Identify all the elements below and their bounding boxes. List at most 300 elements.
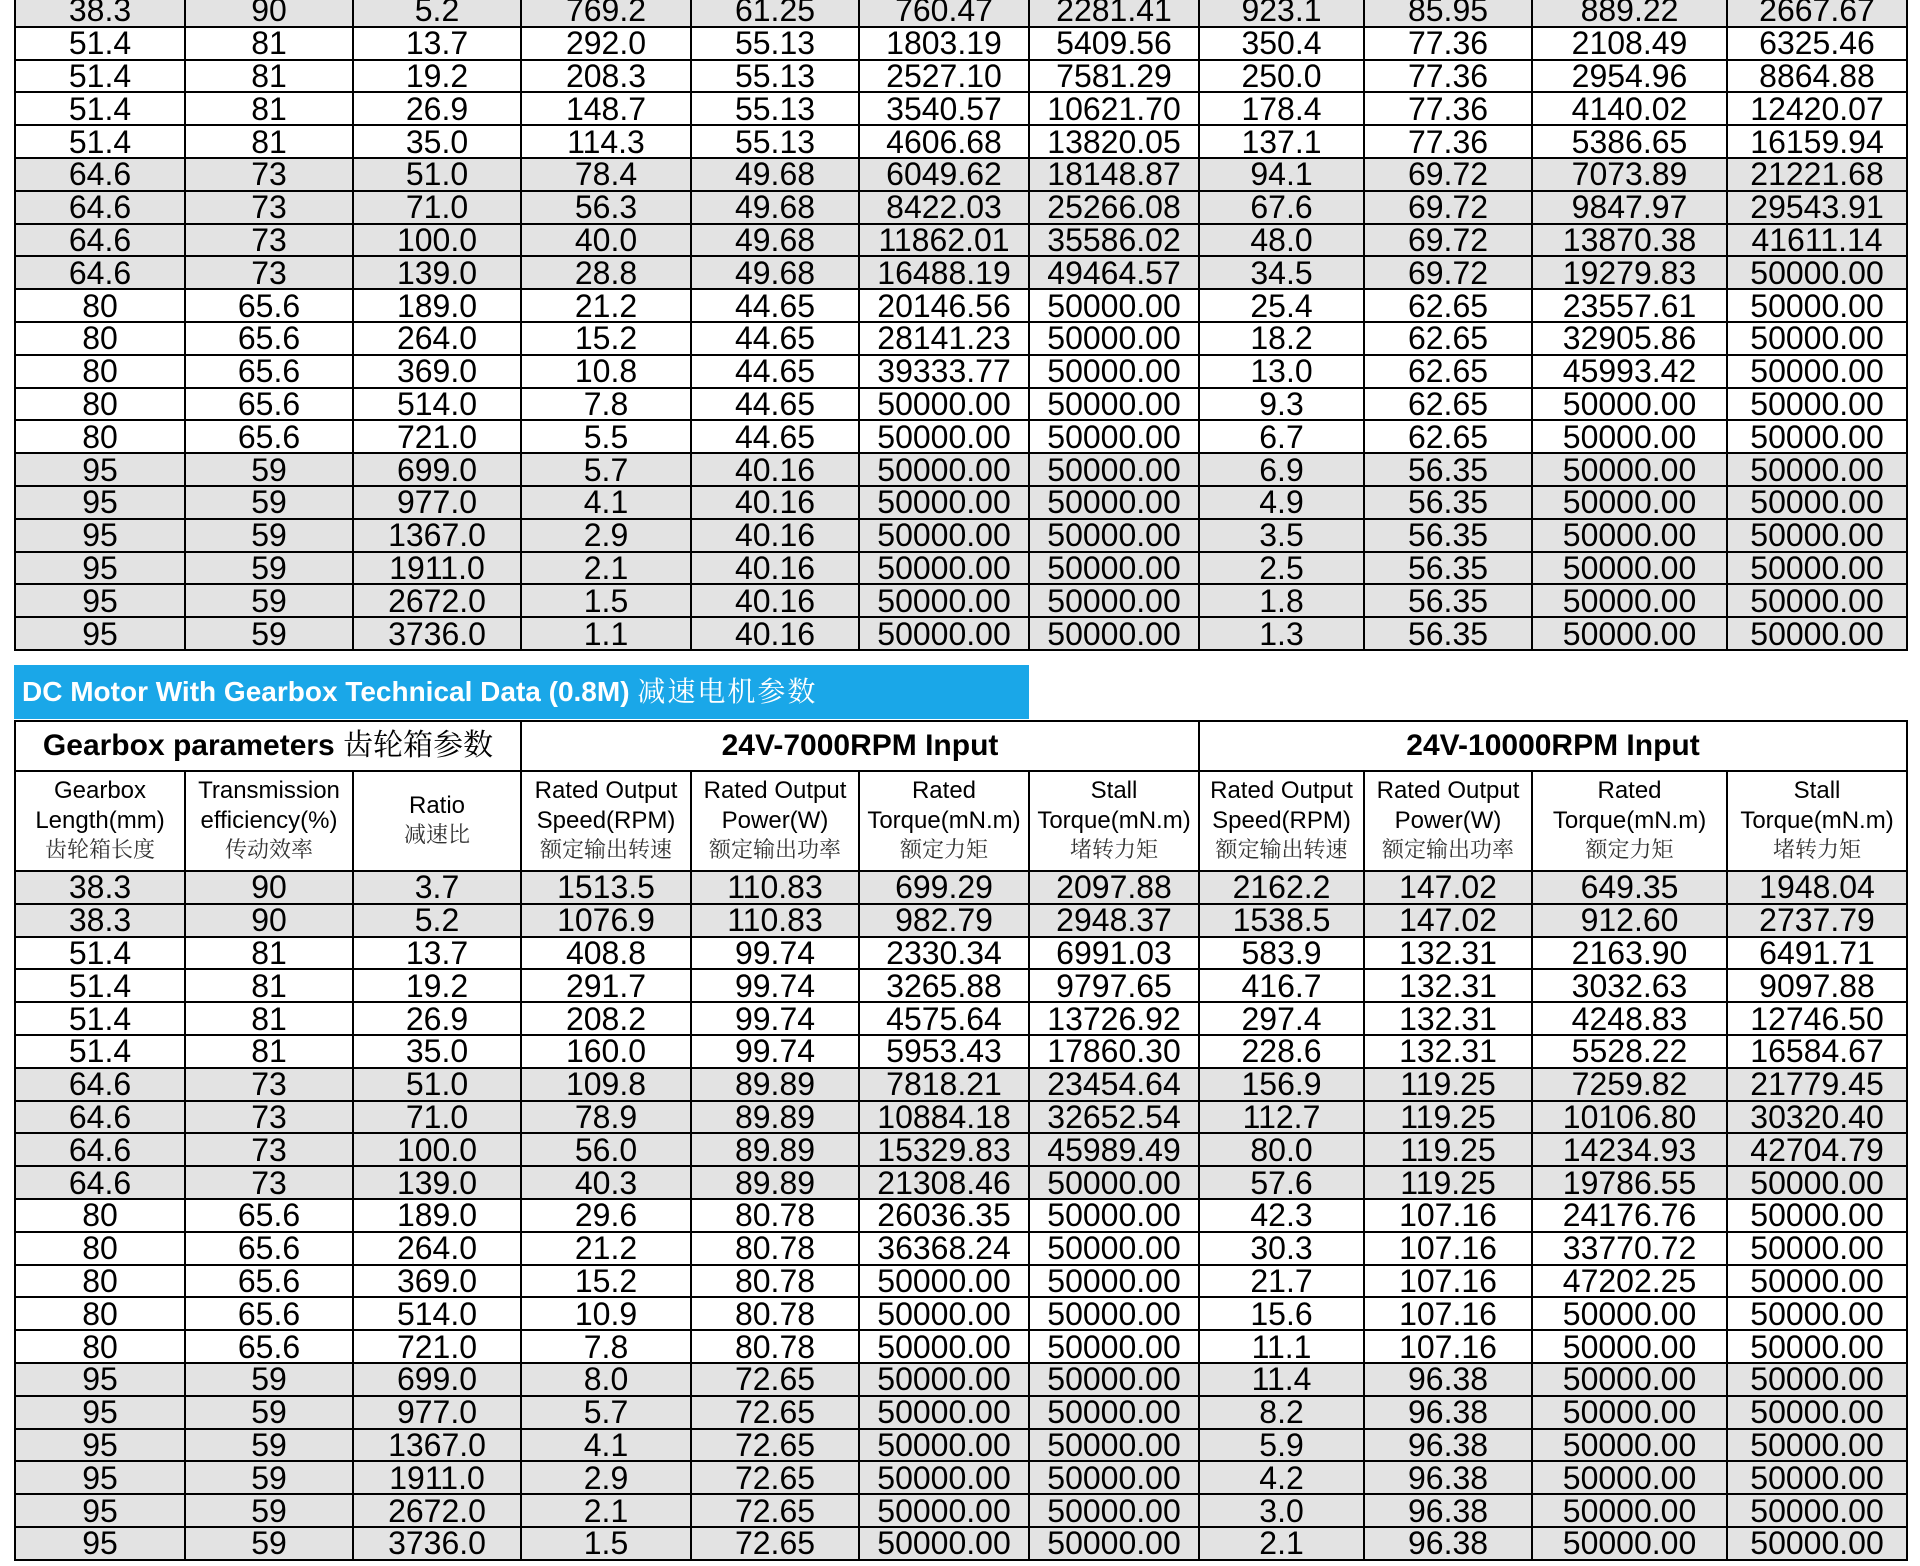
table-cell: 50000.00 (1029, 1297, 1199, 1330)
table-cell: 5.2 (353, 904, 521, 937)
section-title-en: DC Motor With Gearbox Technical Data (0.8M) (22, 676, 630, 707)
table-cell: 19279.83 (1532, 256, 1727, 289)
table-cell: 81 (185, 60, 353, 93)
table-cell: 10621.70 (1029, 92, 1199, 125)
bottom-table-wrap (14, 720, 1906, 1561)
header-row-columns (15, 771, 1907, 871)
table-cell: 264.0 (353, 1232, 521, 1265)
table-cell: 81 (185, 1002, 353, 1035)
table-cell: 137.1 (1199, 125, 1364, 158)
table-row (15, 1035, 1907, 1068)
table-cell: 50000.00 (859, 453, 1029, 486)
table-cell: 77.36 (1364, 125, 1532, 158)
table-cell: 65.6 (185, 355, 353, 388)
table-cell: 7.8 (521, 1330, 691, 1363)
table-cell: 292.0 (521, 27, 691, 60)
table-cell: 73 (185, 1101, 353, 1134)
table-cell: 50000.00 (859, 552, 1029, 585)
table-cell: 17860.30 (1029, 1035, 1199, 1068)
gearbox-params-label: Gearbox parameters (42, 729, 335, 762)
table-cell: 147.02 (1364, 904, 1532, 937)
table-cell: 65.6 (185, 420, 353, 453)
table-cell: 38.3 (15, 904, 185, 937)
table-cell: 69.72 (1364, 158, 1532, 191)
table-cell: 699.29 (859, 871, 1029, 904)
table-cell: 96.38 (1364, 1429, 1532, 1462)
table-cell: 178.4 (1199, 92, 1364, 125)
table-cell: 7818.21 (859, 1068, 1029, 1101)
table-cell: 160.0 (521, 1035, 691, 1068)
table-cell: 50000.00 (1532, 420, 1727, 453)
table-cell: 760.47 (859, 0, 1029, 27)
table-row (15, 1265, 1907, 1298)
table-cell: 51.4 (15, 92, 185, 125)
table-cell: 59 (185, 1363, 353, 1396)
table-cell: 50000.00 (1029, 1166, 1199, 1199)
table-cell: 50000.00 (1727, 256, 1907, 289)
table-cell: 1.8 (1199, 584, 1364, 617)
table-cell: 21.2 (521, 289, 691, 322)
table-cell: 1803.19 (859, 27, 1029, 60)
table-cell: 56.35 (1364, 584, 1532, 617)
table-cell: 80 (15, 1330, 185, 1363)
table-cell: 64.6 (15, 224, 185, 257)
table-cell: 59 (185, 519, 353, 552)
table-cell: 10.8 (521, 355, 691, 388)
table-cell: 769.2 (521, 0, 691, 27)
table-cell: 99.74 (691, 937, 859, 970)
table-row (15, 1002, 1907, 1035)
table-cell: 64.6 (15, 1101, 185, 1134)
table-cell: 228.6 (1199, 1035, 1364, 1068)
table-cell: 95 (15, 1494, 185, 1527)
table-cell: 50000.00 (859, 1330, 1029, 1363)
table-cell: 61.25 (691, 0, 859, 27)
table-cell: 55.13 (691, 92, 859, 125)
table-cell: 51.0 (353, 158, 521, 191)
col-power-b-header (1364, 771, 1532, 871)
table-cell: 96.38 (1364, 1494, 1532, 1527)
table-cell: 50000.00 (1532, 519, 1727, 552)
table-cell: 2162.2 (1199, 871, 1364, 904)
table-cell: 72.65 (691, 1363, 859, 1396)
table-row (15, 125, 1907, 158)
table-cell: 44.65 (691, 388, 859, 421)
table-cell: 408.8 (521, 937, 691, 970)
table-cell: 42.3 (1199, 1199, 1364, 1232)
table-cell: 50000.00 (1727, 1166, 1907, 1199)
table-cell: 1.3 (1199, 617, 1364, 650)
table-cell: 50000.00 (1029, 1527, 1199, 1560)
table-cell: 80.78 (691, 1330, 859, 1363)
table-cell: 6.9 (1199, 453, 1364, 486)
table-cell: 50000.00 (1727, 519, 1907, 552)
table-cell: 95 (15, 584, 185, 617)
table-cell: 107.16 (1364, 1297, 1532, 1330)
table-cell: 2737.79 (1727, 904, 1907, 937)
table-cell: 50000.00 (1532, 552, 1727, 585)
table-cell: 49.68 (691, 158, 859, 191)
col-torque-label: Rated Torque(mN.m) (1552, 777, 1707, 834)
table-cell: 1911.0 (353, 1461, 521, 1494)
table-cell: 65.6 (185, 1330, 353, 1363)
table-row (15, 904, 1907, 937)
table-cell: 1076.9 (521, 904, 691, 937)
table-cell: 3.5 (1199, 519, 1364, 552)
table-cell: 2.1 (1199, 1527, 1364, 1560)
table-cell: 50000.00 (1727, 486, 1907, 519)
table-cell: 56.0 (521, 1133, 691, 1166)
col-speed-label-cn: 额定输出转速 (539, 838, 672, 863)
table-cell: 69.72 (1364, 224, 1532, 257)
table-cell: 649.35 (1532, 871, 1727, 904)
table-cell: 56.35 (1364, 453, 1532, 486)
section-title (14, 665, 1029, 719)
table-row (15, 969, 1907, 1002)
col-speed-b-header (1199, 771, 1364, 871)
table-row (15, 552, 1907, 585)
table-cell: 4575.64 (859, 1002, 1029, 1035)
table-cell: 699.0 (353, 453, 521, 486)
table-cell: 9.3 (1199, 388, 1364, 421)
col-power-label: Rated Output Power(W) (1376, 777, 1520, 834)
table-cell: 583.9 (1199, 937, 1364, 970)
table-row (15, 60, 1907, 93)
col-speed-a-header (521, 771, 691, 871)
table-cell: 50000.00 (1029, 1330, 1199, 1363)
table-cell: 50000.00 (1029, 617, 1199, 650)
table-cell: 73 (185, 1068, 353, 1101)
col-speed-label: Rated Output Speed(RPM) (534, 777, 678, 834)
table-cell: 50000.00 (859, 519, 1029, 552)
table-cell: 55.13 (691, 60, 859, 93)
table-cell: 77.36 (1364, 60, 1532, 93)
table-cell: 64.6 (15, 158, 185, 191)
col-torque-label-cn: 额定力矩 (1585, 838, 1674, 863)
table-cell: 95 (15, 1363, 185, 1396)
table-cell: 89.89 (691, 1101, 859, 1134)
table-row (15, 1232, 1907, 1265)
table-cell: 1.5 (521, 584, 691, 617)
table-cell: 50000.00 (1029, 355, 1199, 388)
table-cell: 50000.00 (1029, 1199, 1199, 1232)
table-cell: 77.36 (1364, 27, 1532, 60)
table-row (15, 1133, 1907, 1166)
table-row (15, 453, 1907, 486)
table-cell: 16584.67 (1727, 1035, 1907, 1068)
table-cell: 5.7 (521, 453, 691, 486)
table-cell: 9097.88 (1727, 969, 1907, 1002)
table-cell: 5.5 (521, 420, 691, 453)
col-stall-b-header (1727, 771, 1907, 871)
table-cell: 65.6 (185, 1297, 353, 1330)
table-row (15, 1396, 1907, 1429)
table-cell: 721.0 (353, 1330, 521, 1363)
table-cell: 50000.00 (1029, 322, 1199, 355)
table-cell: 109.8 (521, 1068, 691, 1101)
table-cell: 65.6 (185, 1232, 353, 1265)
table-cell: 5386.65 (1532, 125, 1727, 158)
table-cell: 72.65 (691, 1494, 859, 1527)
table-row (15, 1429, 1907, 1462)
table-row (15, 584, 1907, 617)
table-cell: 7073.89 (1532, 158, 1727, 191)
col-torque-label-cn: 额定力矩 (899, 838, 988, 863)
table-cell: 5.2 (353, 0, 521, 27)
table-cell: 15.2 (521, 322, 691, 355)
table-cell: 49.68 (691, 256, 859, 289)
table-cell: 41611.14 (1727, 224, 1907, 257)
table-cell: 90 (185, 871, 353, 904)
table-cell: 119.25 (1364, 1068, 1532, 1101)
table-cell: 73 (185, 191, 353, 224)
table-cell: 2672.0 (353, 584, 521, 617)
table-cell: 50000.00 (859, 1297, 1029, 1330)
table-cell: 51.4 (15, 125, 185, 158)
table-cell: 9847.97 (1532, 191, 1727, 224)
table-cell: 26036.35 (859, 1199, 1029, 1232)
table-cell: 50000.00 (1029, 1232, 1199, 1265)
table-cell: 96.38 (1364, 1396, 1532, 1429)
table-cell: 95 (15, 1396, 185, 1429)
table-cell: 50000.00 (859, 1429, 1029, 1462)
table-cell: 977.0 (353, 486, 521, 519)
table-cell: 132.31 (1364, 937, 1532, 970)
table-cell: 35586.02 (1029, 224, 1199, 257)
table-row (15, 617, 1907, 650)
table-cell: 71.0 (353, 191, 521, 224)
table-cell: 6491.71 (1727, 937, 1907, 970)
table-cell: 72.65 (691, 1461, 859, 1494)
table-cell: 47202.25 (1532, 1265, 1727, 1298)
table-cell: 13870.38 (1532, 224, 1727, 257)
table-cell: 40.16 (691, 584, 859, 617)
col-ratio-header (353, 771, 521, 871)
table-row (15, 1494, 1907, 1527)
table-cell: 1367.0 (353, 519, 521, 552)
table-cell: 21.2 (521, 1232, 691, 1265)
table-cell: 21221.68 (1727, 158, 1907, 191)
table-cell: 34.5 (1199, 256, 1364, 289)
table-cell: 62.65 (1364, 388, 1532, 421)
table-cell: 50000.00 (1727, 1527, 1907, 1560)
table-cell: 50000.00 (1727, 552, 1907, 585)
table-cell: 189.0 (353, 289, 521, 322)
table-cell: 95 (15, 617, 185, 650)
table-cell: 50000.00 (1727, 289, 1907, 322)
table-cell: 69.72 (1364, 256, 1532, 289)
table-cell: 90 (185, 0, 353, 27)
table-cell: 13820.05 (1029, 125, 1199, 158)
table-cell: 2330.34 (859, 937, 1029, 970)
table-cell: 50000.00 (1532, 617, 1727, 650)
table-cell: 56.35 (1364, 519, 1532, 552)
table-cell: 49.68 (691, 224, 859, 257)
table-cell: 50000.00 (1532, 486, 1727, 519)
table-cell: 78.4 (521, 158, 691, 191)
table-cell: 45989.49 (1029, 1133, 1199, 1166)
table-row (15, 937, 1907, 970)
table-cell: 2.5 (1199, 552, 1364, 585)
table-cell: 59 (185, 1494, 353, 1527)
table-cell: 50000.00 (1532, 1429, 1727, 1462)
table-cell: 95 (15, 453, 185, 486)
table-cell: 80.0 (1199, 1133, 1364, 1166)
bottom-table-body (15, 871, 1907, 1560)
table-cell: 38.3 (15, 871, 185, 904)
table-cell: 50000.00 (1532, 453, 1727, 486)
header-row-groups (15, 721, 1907, 771)
table-row (15, 486, 1907, 519)
table-cell: 40.16 (691, 617, 859, 650)
table-cell: 50000.00 (1727, 420, 1907, 453)
table-cell: 2097.88 (1029, 871, 1199, 904)
table-cell: 50000.00 (859, 486, 1029, 519)
table-row (15, 1199, 1907, 1232)
table-cell: 15.2 (521, 1265, 691, 1298)
table-cell: 50000.00 (1727, 617, 1907, 650)
table-cell: 42704.79 (1727, 1133, 1907, 1166)
section-title-cn: 减速电机参数 (637, 675, 818, 708)
col-eff-label-cn: 传动效率 (224, 838, 313, 863)
table-row (15, 519, 1907, 552)
table-cell: 50000.00 (1532, 1461, 1727, 1494)
table-cell: 50000.00 (1727, 1265, 1907, 1298)
table-cell: 2108.49 (1532, 27, 1727, 60)
table-cell: 3.0 (1199, 1494, 1364, 1527)
top-table-body (15, 0, 1907, 650)
table-cell: 56.3 (521, 191, 691, 224)
table-cell: 8422.03 (859, 191, 1029, 224)
table-cell: 2.9 (521, 1461, 691, 1494)
table-cell: 80 (15, 1297, 185, 1330)
table-row (15, 1166, 1907, 1199)
table-cell: 51.4 (15, 937, 185, 970)
table-cell: 73 (185, 256, 353, 289)
col-eff-header (185, 771, 353, 871)
table-cell: 59 (185, 1461, 353, 1494)
table-cell: 4248.83 (1532, 1002, 1727, 1035)
table-cell: 28.8 (521, 256, 691, 289)
table-cell: 2281.41 (1029, 0, 1199, 27)
table-cell: 7259.82 (1532, 1068, 1727, 1101)
table-cell: 297.4 (1199, 1002, 1364, 1035)
table-cell: 59 (185, 486, 353, 519)
table-cell: 10884.18 (859, 1101, 1029, 1134)
table-cell: 65.6 (185, 1199, 353, 1232)
table-cell: 10.9 (521, 1297, 691, 1330)
table-cell: 40.0 (521, 224, 691, 257)
table-cell: 65.6 (185, 289, 353, 322)
table-cell: 89.89 (691, 1133, 859, 1166)
table-cell: 514.0 (353, 1297, 521, 1330)
table-cell: 44.65 (691, 322, 859, 355)
table-cell: 40.16 (691, 486, 859, 519)
table-cell: 44.65 (691, 355, 859, 388)
table-cell: 110.83 (691, 871, 859, 904)
table-cell: 889.22 (1532, 0, 1727, 27)
table-cell: 55.13 (691, 125, 859, 158)
table-cell: 19786.55 (1532, 1166, 1727, 1199)
table-cell: 8.2 (1199, 1396, 1364, 1429)
table-cell: 50000.00 (1532, 388, 1727, 421)
table-cell: 50000.00 (859, 1461, 1029, 1494)
table-cell: 59 (185, 1527, 353, 1560)
table-cell: 80 (15, 322, 185, 355)
table-cell: 119.25 (1364, 1133, 1532, 1166)
table-cell: 65.6 (185, 322, 353, 355)
table-cell: 139.0 (353, 1166, 521, 1199)
table-cell: 264.0 (353, 322, 521, 355)
col-length-label-cn: 齿轮箱长度 (44, 838, 155, 863)
table-cell: 11.4 (1199, 1363, 1364, 1396)
table-cell: 80 (15, 420, 185, 453)
table-cell: 50000.00 (859, 388, 1029, 421)
table-cell: 132.31 (1364, 969, 1532, 1002)
table-cell: 50000.00 (1727, 453, 1907, 486)
table-row (15, 420, 1907, 453)
table-cell: 80 (15, 355, 185, 388)
table-cell: 3540.57 (859, 92, 1029, 125)
table-cell: 80.78 (691, 1232, 859, 1265)
table-cell: 50000.00 (859, 1396, 1029, 1429)
col-stall-label: Stall Torque(mN.m) (1037, 777, 1191, 834)
table-cell: 1.5 (521, 1527, 691, 1560)
table-cell: 96.38 (1364, 1363, 1532, 1396)
table-cell: 4.2 (1199, 1461, 1364, 1494)
table-cell: 12746.50 (1727, 1002, 1907, 1035)
table-cell: 20146.56 (859, 289, 1029, 322)
table-cell: 80 (15, 289, 185, 322)
table-cell: 23454.64 (1029, 1068, 1199, 1101)
table-cell: 2163.90 (1532, 937, 1727, 970)
input-b-header: 24V-10000RPM Input (1199, 721, 1907, 771)
table-cell: 99.74 (691, 1002, 859, 1035)
table-cell: 38.3 (15, 0, 185, 27)
table-cell: 699.0 (353, 1363, 521, 1396)
table-cell: 100.0 (353, 224, 521, 257)
col-eff-label: Transmission efficiency(%) (198, 777, 340, 834)
table-cell: 19.2 (353, 969, 521, 1002)
table-cell: 30.3 (1199, 1232, 1364, 1265)
table-cell: 2948.37 (1029, 904, 1199, 937)
table-cell: 50000.00 (1727, 584, 1907, 617)
table-row (15, 158, 1907, 191)
table-cell: 73 (185, 224, 353, 257)
table-cell: 62.65 (1364, 322, 1532, 355)
table-cell: 18148.87 (1029, 158, 1199, 191)
table-cell: 99.74 (691, 1035, 859, 1068)
table-cell: 64.6 (15, 1133, 185, 1166)
table-cell: 16159.94 (1727, 125, 1907, 158)
col-stall-label-cn: 堵转力矩 (1070, 838, 1159, 863)
table-cell: 15.6 (1199, 1297, 1364, 1330)
table-cell: 2672.0 (353, 1494, 521, 1527)
table-cell: 95 (15, 519, 185, 552)
table-cell: 29543.91 (1727, 191, 1907, 224)
table-cell: 8864.88 (1727, 60, 1907, 93)
table-cell: 50000.00 (1532, 584, 1727, 617)
table-cell: 50000.00 (859, 584, 1029, 617)
table-cell: 291.7 (521, 969, 691, 1002)
table-cell: 100.0 (353, 1133, 521, 1166)
table-cell: 89.89 (691, 1068, 859, 1101)
table-cell: 4.9 (1199, 486, 1364, 519)
table-cell: 107.16 (1364, 1330, 1532, 1363)
col-torque-label: Rated Torque(mN.m) (867, 777, 1021, 834)
table-cell: 50000.00 (859, 1265, 1029, 1298)
col-power-a-header (691, 771, 859, 871)
